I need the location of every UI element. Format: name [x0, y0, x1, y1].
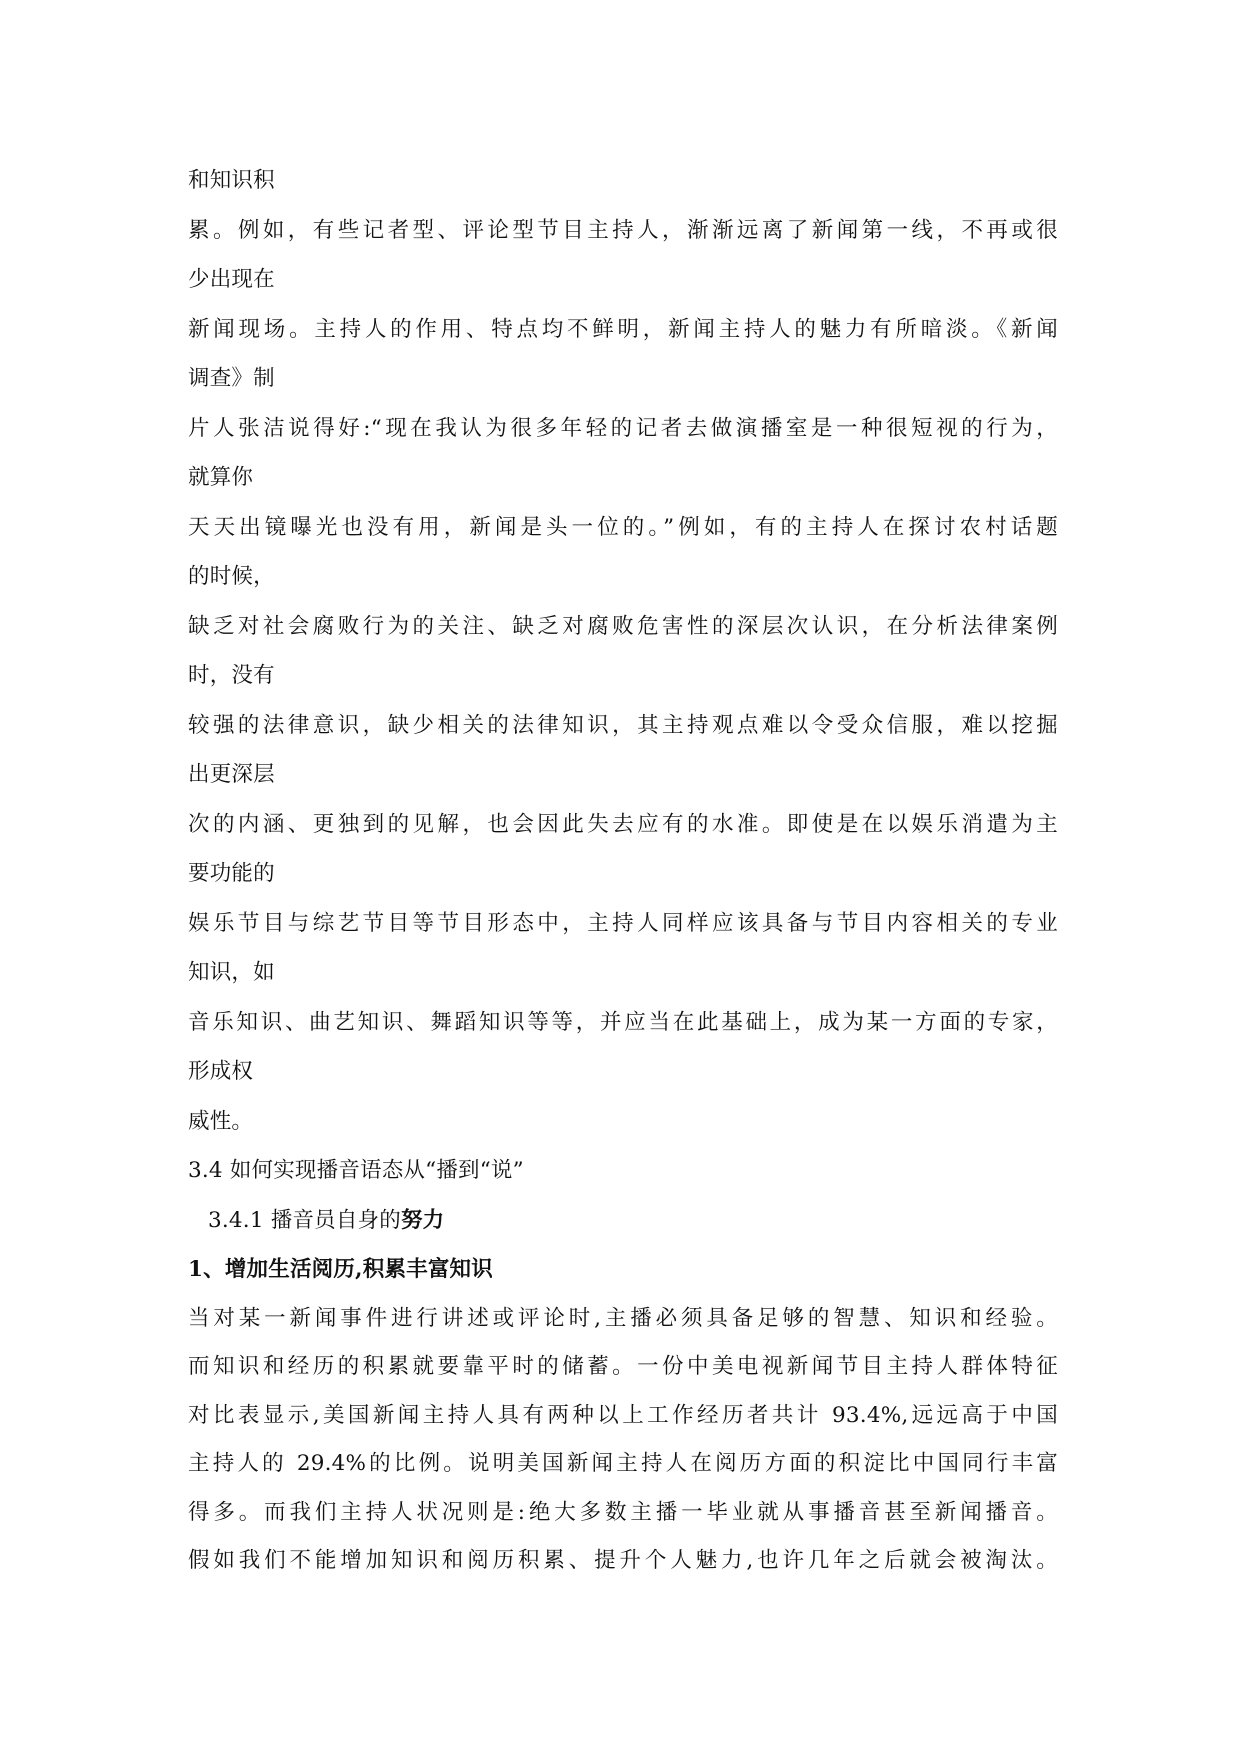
- text-line: 假如我们不能增加知识和阅历积累、提升个人魅力,也许几年之后就会被淘汰。: [188, 1548, 1058, 1573]
- text-line: 就算你: [188, 465, 254, 490]
- text-line: 片人张洁说得好:“现在我认为很多年轻的记者去做演播室是一种很短视的行为，: [188, 415, 1058, 441]
- text-line: 得多。而我们主持人状况则是:绝大多数主播一毕业就从事播音甚至新闻播音。: [188, 1499, 1058, 1525]
- text-line: 娱乐节目与综艺节目等节目形态中，主持人同样应该具备与节目内容相关的专业: [188, 910, 1058, 936]
- text-line: 知识，如: [188, 960, 275, 985]
- text-line: 较强的法律意识，缺少相关的法律知识，其主持观点难以令受众信服，难以挖掘: [188, 712, 1058, 738]
- paragraph-hosts-knowledge: [188, 156, 1058, 1146]
- text-line: 对比表显示,美国新闻主持人具有两种以上工作经历者共计 93.4%,远远高于中国: [188, 1402, 1058, 1428]
- text-line: 音乐知识、曲艺知识、舞蹈知识等等，并应当在此基础上，成为某一方面的专家，: [188, 1009, 1058, 1035]
- subsection-heading: [188, 1196, 1058, 1246]
- paragraph-life-experience: [188, 1295, 1058, 1586]
- text-line: 次的内涵、更独到的见解，也会因此失去应有的水准。即使是在以娱乐消遣为主: [188, 811, 1058, 837]
- text-line: 累。例如，有些记者型、评论型节目主持人，渐渐远离了新闻第一线，不再或很: [188, 217, 1058, 243]
- text-line: 出更深层: [188, 762, 275, 787]
- text-line: 威性。: [188, 1108, 254, 1134]
- text-line: 缺乏对社会腐败行为的关注、缺乏对腐败危害性的深层次认识，在分析法律案例: [188, 613, 1058, 639]
- text-line: 天天出镜曝光也没有用，新闻是头一位的。”例如，有的主持人在探讨农村话题: [188, 514, 1058, 540]
- text-line: 形成权: [188, 1059, 254, 1084]
- text-line: 当对某一新闻事件进行讲述或评论时,主播必须具备足够的智慧、知识和经验。: [188, 1305, 1058, 1331]
- text-line: 而知识和经历的积累就要靠平时的储蓄。一份中美电视新闻节目主持人群体特征: [188, 1354, 1058, 1379]
- text-line: 新闻现场。主持人的作用、特点均不鲜明，新闻主持人的魅力有所暗淡。《新闻: [188, 316, 1058, 342]
- text-line: 和知识积: [188, 168, 275, 193]
- text-line: 的时候，: [188, 564, 275, 589]
- text-line: 调查》制: [188, 366, 275, 391]
- text-line: 要功能的: [188, 861, 275, 886]
- text-line: 主持人的 29.4%的比例。说明美国新闻主持人在阅历方面的积淀比中国同行丰富: [188, 1451, 1058, 1476]
- subsection-heading-bold: 努力: [400, 1207, 445, 1233]
- subsection-heading-prefix: 3.4.1 播音员自身的: [208, 1207, 401, 1233]
- text-line: 时，没有: [188, 663, 275, 688]
- section-heading: 3.4 如何实现播音语态从“播到“说”: [188, 1158, 524, 1183]
- document-page: [188, 156, 1058, 1586]
- text-line: 少出现在: [188, 267, 275, 292]
- bold-heading: 1、增加生活阅历,积累丰富知识: [188, 1257, 493, 1282]
